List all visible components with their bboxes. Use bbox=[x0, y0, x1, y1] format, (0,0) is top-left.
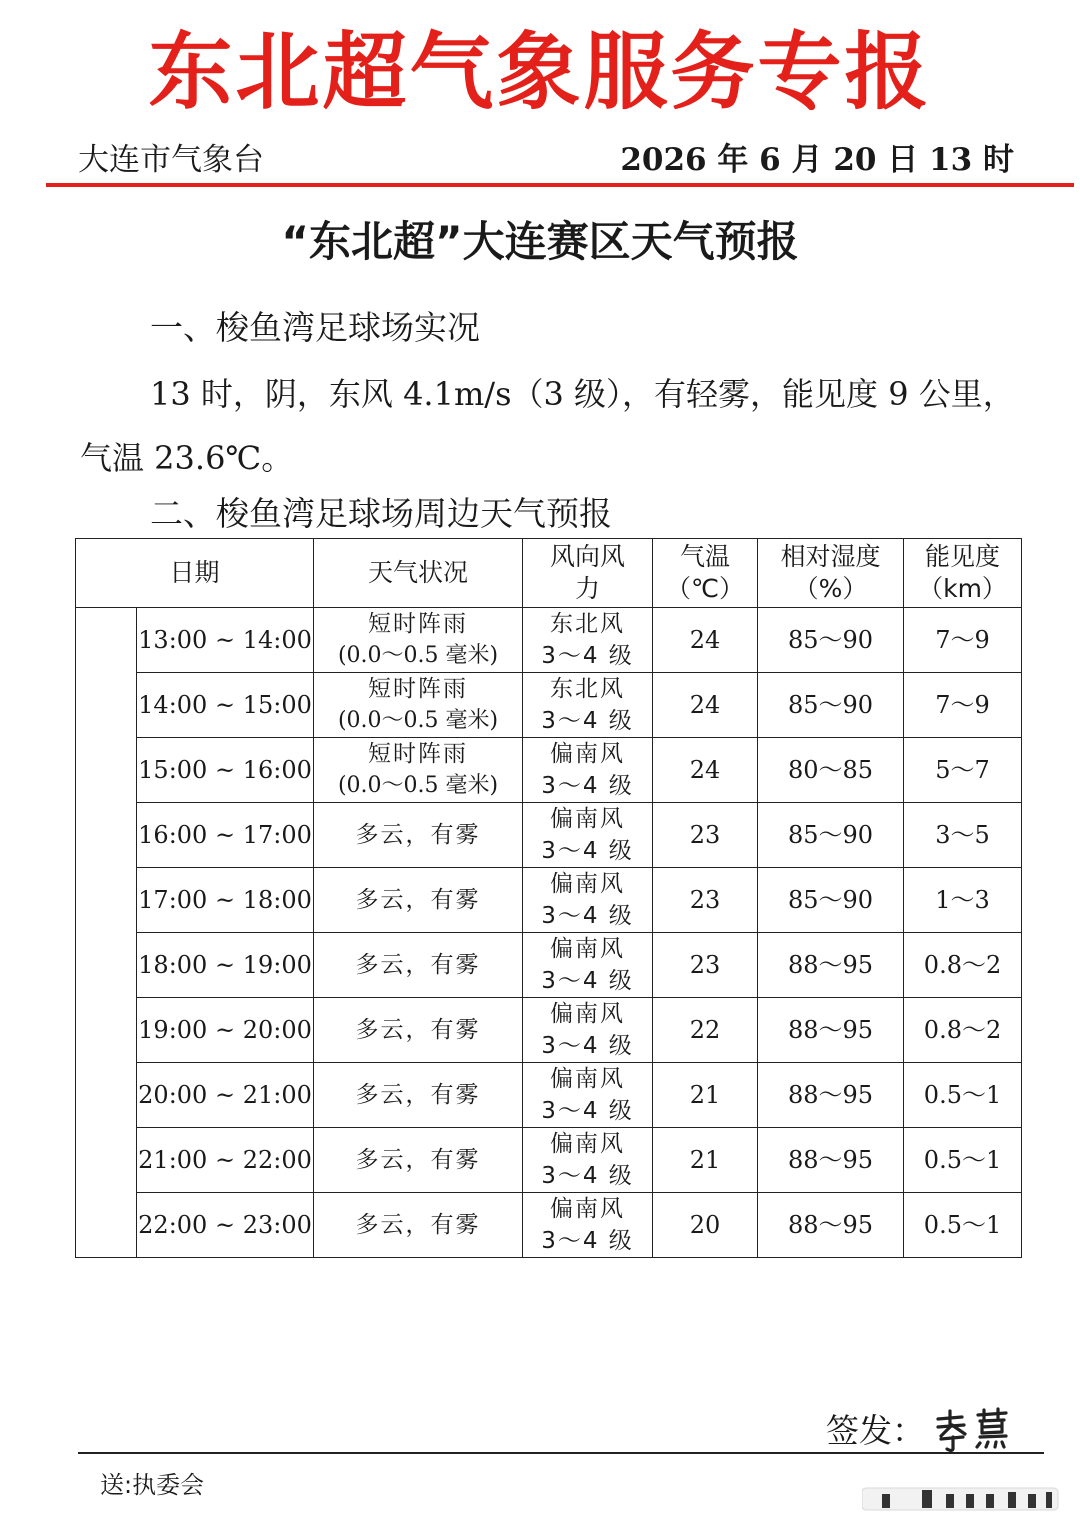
row-humidity: 85～90 bbox=[758, 868, 904, 933]
wind-level: 3～4 级 bbox=[541, 1228, 634, 1254]
observation-paragraph: 13 时，阴，东风 4.1m/s（3 级），有轻雾，能见度 9 公里，气温 23.6℃。 bbox=[80, 375, 1015, 477]
wind-level: 3～4 级 bbox=[541, 708, 634, 734]
row-visibility: 0.5～1 bbox=[904, 1128, 1022, 1193]
table-row bbox=[76, 933, 1022, 998]
header-wind-line1: 风向风 bbox=[550, 542, 626, 571]
row-visibility: 7～9 bbox=[904, 608, 1022, 673]
wind-level: 3～4 级 bbox=[541, 968, 634, 994]
row-temperature: 24 bbox=[653, 738, 758, 803]
header-wind bbox=[523, 539, 653, 608]
row-humidity: 85～90 bbox=[758, 673, 904, 738]
condition-text: 多云，有雾 bbox=[355, 822, 481, 848]
header-visibility bbox=[904, 539, 1022, 608]
row-humidity: 88～95 bbox=[758, 933, 904, 998]
row-wind bbox=[523, 803, 653, 868]
condition-text: 多云，有雾 bbox=[355, 1082, 481, 1108]
row-temperature: 20 bbox=[653, 1193, 758, 1258]
row-time: 15:00 ~ 16:00 bbox=[137, 738, 314, 803]
row-time: 19:00 ~ 20:00 bbox=[137, 998, 314, 1063]
row-time: 20:00 ~ 21:00 bbox=[137, 1063, 314, 1128]
row-time: 21:00 ~ 22:00 bbox=[137, 1128, 314, 1193]
header-humidity bbox=[758, 539, 904, 608]
header-temp-line1: 气温 bbox=[680, 542, 731, 571]
row-condition bbox=[314, 1193, 523, 1258]
row-time: 16:00 ~ 17:00 bbox=[137, 803, 314, 868]
row-wind bbox=[523, 1128, 653, 1193]
row-humidity: 88～95 bbox=[758, 1063, 904, 1128]
row-humidity: 88～95 bbox=[758, 1193, 904, 1258]
row-condition bbox=[314, 673, 523, 738]
row-wind bbox=[523, 1063, 653, 1128]
section1-heading: 一、梭鱼湾足球场实况 bbox=[150, 308, 480, 347]
table-row bbox=[76, 998, 1022, 1063]
row-visibility: 0.8～2 bbox=[904, 933, 1022, 998]
row-visibility: 1～3 bbox=[904, 868, 1022, 933]
row-humidity: 80～85 bbox=[758, 738, 904, 803]
header-condition: 天气状况 bbox=[314, 539, 523, 608]
condition-text: 短时阵雨 bbox=[368, 741, 469, 767]
row-wind bbox=[523, 608, 653, 673]
wind-level: 3～4 级 bbox=[541, 1163, 634, 1189]
row-humidity: 88～95 bbox=[758, 998, 904, 1063]
condition-text: 多云，有雾 bbox=[355, 952, 481, 978]
header-humidity-line1: 相对湿度 bbox=[780, 542, 881, 571]
wind-level: 3～4 级 bbox=[541, 838, 634, 864]
row-time: 18:00 ~ 19:00 bbox=[137, 933, 314, 998]
precipitation-note: (0.0～0.5 毫米) bbox=[337, 643, 499, 668]
wind-direction: 偏南风 bbox=[550, 1196, 626, 1222]
wind-direction: 偏南风 bbox=[550, 741, 626, 767]
row-temperature: 23 bbox=[653, 803, 758, 868]
issue-time: 2026 年 6 月 20 日 13 时 bbox=[620, 142, 1014, 178]
row-wind bbox=[523, 868, 653, 933]
section2-heading: 二、梭鱼湾足球场周边天气预报 bbox=[150, 494, 612, 533]
wind-level: 3～4 级 bbox=[541, 643, 634, 669]
wind-level: 3～4 级 bbox=[541, 1098, 634, 1124]
header-date: 日期 bbox=[76, 539, 314, 608]
row-visibility: 0.8～2 bbox=[904, 998, 1022, 1063]
wind-level: 3～4 级 bbox=[541, 903, 634, 929]
row-condition bbox=[314, 738, 523, 803]
row-temperature: 24 bbox=[653, 608, 758, 673]
condition-text: 多云，有雾 bbox=[355, 887, 481, 913]
row-humidity: 85～90 bbox=[758, 608, 904, 673]
row-humidity: 88～95 bbox=[758, 1128, 904, 1193]
row-condition bbox=[314, 1063, 523, 1128]
condition-text: 短时阵雨 bbox=[368, 611, 469, 637]
row-condition bbox=[314, 868, 523, 933]
condition-text: 短时阵雨 bbox=[368, 676, 469, 702]
wind-direction: 东北风 bbox=[550, 611, 626, 637]
table-row bbox=[76, 803, 1022, 868]
wind-direction: 偏南风 bbox=[550, 806, 626, 832]
row-visibility: 0.5～1 bbox=[904, 1063, 1022, 1128]
row-condition bbox=[314, 1128, 523, 1193]
table-header-row bbox=[76, 539, 1022, 608]
header-visibility-line1: 能见度 bbox=[925, 542, 1001, 571]
row-wind bbox=[523, 1193, 653, 1258]
header-temp bbox=[653, 539, 758, 608]
footer-divider bbox=[78, 1452, 1044, 1454]
row-visibility: 0.5～1 bbox=[904, 1193, 1022, 1258]
row-condition bbox=[314, 608, 523, 673]
row-temperature: 24 bbox=[653, 673, 758, 738]
table-row bbox=[76, 608, 1022, 673]
wind-direction: 偏南风 bbox=[550, 1131, 626, 1157]
row-time: 13:00 ~ 14:00 bbox=[137, 608, 314, 673]
platform-watermark bbox=[862, 1486, 1062, 1512]
table-row bbox=[76, 1063, 1022, 1128]
forecast-table-body bbox=[76, 608, 1022, 1258]
header-divider bbox=[46, 183, 1074, 187]
table-row bbox=[76, 1193, 1022, 1258]
table-row bbox=[76, 868, 1022, 933]
row-time: 22:00 ~ 23:00 bbox=[137, 1193, 314, 1258]
header-temp-line2: （℃） bbox=[665, 574, 745, 603]
condition-text: 多云，有雾 bbox=[355, 1212, 481, 1238]
row-time: 14:00 ~ 15:00 bbox=[137, 673, 314, 738]
table-row bbox=[76, 738, 1022, 803]
row-temperature: 23 bbox=[653, 868, 758, 933]
signature-image bbox=[932, 1407, 1014, 1453]
row-time: 17:00 ~ 18:00 bbox=[137, 868, 314, 933]
document-title: “东北超”大连赛区天气预报 bbox=[281, 217, 799, 266]
recipient-line: 送:执委会 bbox=[100, 1471, 205, 1499]
header-wind-line2: 力 bbox=[575, 574, 601, 603]
table-row bbox=[76, 673, 1022, 738]
row-visibility: 3～5 bbox=[904, 803, 1022, 868]
row-humidity: 85～90 bbox=[758, 803, 904, 868]
wind-direction: 偏南风 bbox=[550, 1066, 626, 1092]
row-wind bbox=[523, 673, 653, 738]
row-temperature: 21 bbox=[653, 1063, 758, 1128]
row-wind bbox=[523, 998, 653, 1063]
condition-text: 多云，有雾 bbox=[355, 1017, 481, 1043]
condition-text: 多云，有雾 bbox=[355, 1147, 481, 1173]
wind-direction: 东北风 bbox=[550, 676, 626, 702]
row-temperature: 23 bbox=[653, 933, 758, 998]
masthead-title: 东北超气象服务专报 bbox=[148, 23, 932, 121]
issuer-name: 大连市气象台 bbox=[78, 142, 264, 178]
wind-direction: 偏南风 bbox=[550, 871, 626, 897]
row-visibility: 5～7 bbox=[904, 738, 1022, 803]
table-row bbox=[76, 1128, 1022, 1193]
precipitation-note: (0.0～0.5 毫米) bbox=[337, 773, 499, 798]
row-condition bbox=[314, 998, 523, 1063]
wind-direction: 偏南风 bbox=[550, 1001, 626, 1027]
header-visibility-line2: （km） bbox=[918, 574, 1007, 603]
wind-direction: 偏南风 bbox=[550, 936, 626, 962]
forecast-table bbox=[75, 538, 1022, 1258]
header-humidity-line2: （%） bbox=[793, 574, 868, 603]
wind-level: 3～4 级 bbox=[541, 773, 634, 799]
row-wind bbox=[523, 933, 653, 998]
row-wind bbox=[523, 738, 653, 803]
row-visibility: 7～9 bbox=[904, 673, 1022, 738]
row-temperature: 22 bbox=[653, 998, 758, 1063]
wind-level: 3～4 级 bbox=[541, 1033, 634, 1059]
precipitation-note: (0.0～0.5 毫米) bbox=[337, 708, 499, 733]
sign-label: 签发： bbox=[826, 1411, 925, 1450]
row-condition bbox=[314, 803, 523, 868]
row-condition bbox=[314, 933, 523, 998]
row-temperature: 21 bbox=[653, 1128, 758, 1193]
date-group-cell bbox=[76, 608, 137, 1258]
